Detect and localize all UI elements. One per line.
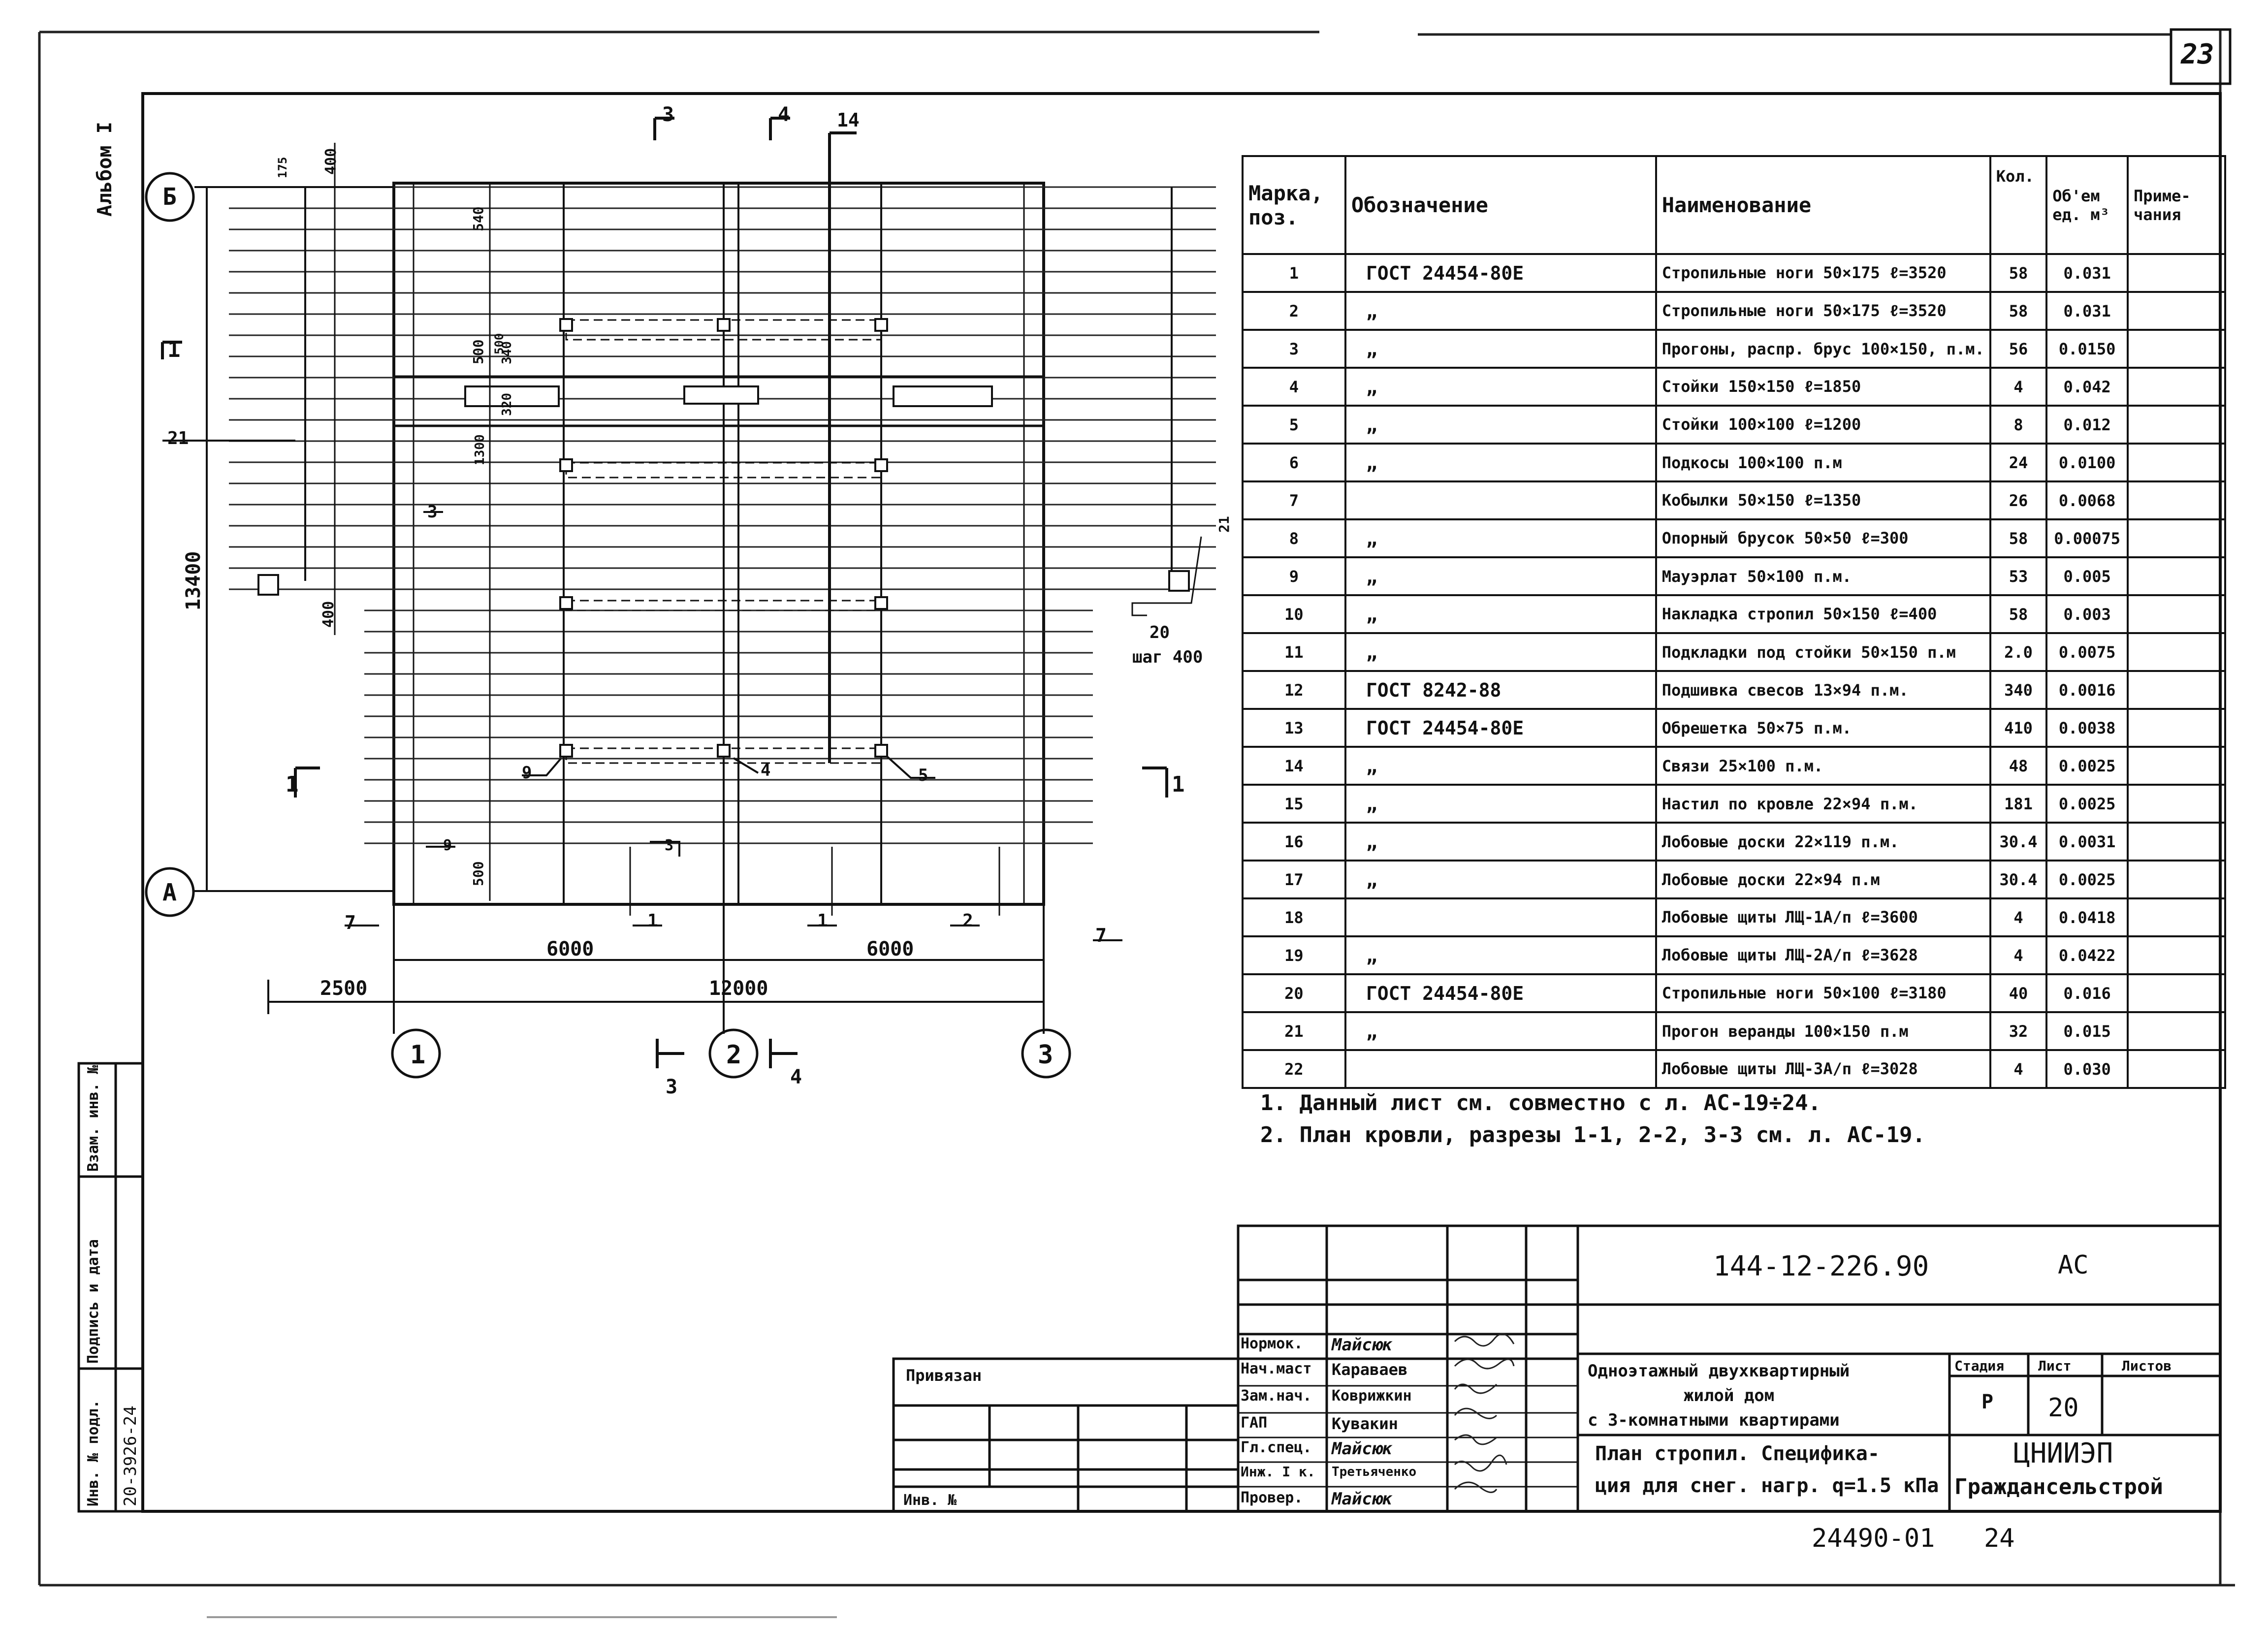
cell-mark: 10 — [1243, 595, 1345, 633]
cell-designation: „ — [1345, 330, 1656, 368]
cell-designation: „ — [1345, 785, 1656, 823]
sheet-title-1: План стропил. Специфика- — [1595, 1442, 1880, 1465]
name-5: Третьяченко — [1332, 1465, 1417, 1479]
cell-designation: „ — [1345, 747, 1656, 785]
cell-designation: „ — [1345, 519, 1656, 557]
cell-mark: 12 — [1243, 671, 1345, 709]
axis-3-label: 3 — [1038, 1040, 1054, 1070]
cell-mark: 8 — [1243, 519, 1345, 557]
cell-mark: 5 — [1243, 406, 1345, 444]
cell-designation: „ — [1345, 557, 1656, 595]
cell-qty: 58 — [1990, 595, 2047, 633]
cell-mark: 16 — [1243, 823, 1345, 861]
mark-step-400: шаг 400 — [1132, 647, 1203, 667]
cell-qty: 4 — [1990, 368, 2047, 406]
section-1-left: 1 — [286, 772, 299, 797]
name-1: Караваев — [1332, 1360, 1408, 1379]
cell-mark: 7 — [1243, 481, 1345, 519]
header-mark: Марка, поз. — [1243, 156, 1345, 254]
cell-name: Подшивка свесов 13×94 п.м. — [1656, 671, 1990, 709]
cell-volume: 0.0150 — [2046, 330, 2128, 368]
cell-volume: 0.0025 — [2046, 785, 2128, 823]
header-notes: Приме- чания — [2128, 156, 2225, 254]
cell-qty: 58 — [1990, 292, 2047, 330]
cell-qty: 56 — [1990, 330, 2047, 368]
cell-qty: 410 — [1990, 709, 2047, 747]
cell-name: Настил по кровле 22×94 п.м. — [1656, 785, 1990, 823]
name-2: Коврижкин — [1332, 1387, 1412, 1405]
cell-volume: 0.0068 — [2046, 481, 2128, 519]
cell-designation: „ — [1345, 595, 1656, 633]
cell-volume: 0.031 — [2046, 292, 2128, 330]
stamp-vzam-label: Взам. инв. № — [85, 1065, 102, 1172]
cell-volume: 0.0422 — [2046, 936, 2128, 974]
mark-9b: 9 — [443, 837, 452, 854]
role-1: Нач.маст — [1241, 1360, 1312, 1377]
cell-qty: 40 — [1990, 974, 2047, 1012]
cell-name: Стропильные ноги 50×175 ℓ=3520 — [1656, 292, 1990, 330]
cell-qty: 58 — [1990, 519, 2047, 557]
cell-mark: 22 — [1243, 1050, 1345, 1088]
dim-6000-left: 6000 — [546, 938, 594, 960]
cell-name: Подкладки под стойки 50×150 п.м — [1656, 633, 1990, 671]
sheet-number: 23 — [2181, 38, 2214, 70]
cell-name: Стропильные ноги 50×100 ℓ=3180 — [1656, 974, 1990, 1012]
cell-designation: ГОСТ 24454-80Е — [1345, 709, 1656, 747]
cell-mark: 15 — [1243, 785, 1345, 823]
mark-4: 4 — [761, 761, 771, 780]
cell-qty: 58 — [1990, 254, 2047, 292]
cell-name: Прогоны, распр. брус 100×150, п.м. — [1656, 330, 1990, 368]
project-title-2: жилой дом — [1684, 1386, 1775, 1405]
doc-type: АС — [2058, 1250, 2089, 1280]
role-5: Инж. I к. — [1241, 1464, 1315, 1480]
dim-1300: 1300 — [473, 434, 487, 465]
mark-9: 9 — [522, 763, 532, 783]
cell-qty: 4 — [1990, 1050, 2047, 1088]
cell-mark: 2 — [1243, 292, 1345, 330]
doc-code: 144-12-226.90 — [1713, 1250, 1929, 1282]
mark-7-right: 7 — [1095, 925, 1107, 946]
cell-name: Мауэрлат 50×100 п.м. — [1656, 557, 1990, 595]
dim-175: 175 — [276, 157, 289, 178]
cell-volume: 0.0100 — [2046, 444, 2128, 481]
cell-qty: 2.0 — [1990, 633, 2047, 671]
cell-name: Лобовые доски 22×119 п.м. — [1656, 823, 1990, 861]
cell-volume: 0.0025 — [2046, 861, 2128, 898]
header-designation: Обозначение — [1345, 156, 1656, 254]
cell-qty: 8 — [1990, 406, 2047, 444]
cell-volume: 0.003 — [2046, 595, 2128, 633]
mark-2: 2 — [962, 911, 973, 931]
cell-name: Подкосы 100×100 п.м — [1656, 444, 1990, 481]
cell-mark: 20 — [1243, 974, 1345, 1012]
cell-volume: 0.00075 — [2046, 519, 2128, 557]
cell-name: Лобовые щиты ЛЩ-3А/п ℓ=3028 — [1656, 1050, 1990, 1088]
cell-qty: 181 — [1990, 785, 2047, 823]
cell-mark: 6 — [1243, 444, 1345, 481]
cell-name: Связи 25×100 п.м. — [1656, 747, 1990, 785]
cell-name: Опорный брусок 50×50 ℓ=300 — [1656, 519, 1990, 557]
mark-21-right: 21 — [1216, 516, 1232, 533]
cell-volume: 0.031 — [2046, 254, 2128, 292]
cell-designation: ГОСТ 24454-80Е — [1345, 254, 1656, 292]
section-2-left: 1 — [167, 337, 181, 362]
section-3-top: 3 — [662, 103, 674, 126]
sheet-title-2: ция для снег. нагр. q=1.5 кПа — [1595, 1474, 1939, 1497]
cell-mark: 14 — [1243, 747, 1345, 785]
mark-21-left: 21 — [167, 428, 189, 448]
mark-5: 5 — [918, 766, 928, 785]
cell-volume: 0.030 — [2046, 1050, 2128, 1088]
name-6: Майсюк — [1332, 1489, 1392, 1509]
cell-qty: 26 — [1990, 481, 2047, 519]
cell-volume: 0.005 — [2046, 557, 2128, 595]
inv-no-label: Инв. № — [903, 1492, 957, 1509]
sheet-value: 20 — [2048, 1393, 2079, 1423]
sheets-label: Листов — [2122, 1358, 2172, 1374]
dim-500-c: 500 — [492, 333, 506, 354]
cell-mark: 19 — [1243, 936, 1345, 974]
mark-3b: 3 — [665, 837, 674, 854]
org-name-2: Граждансельстрой — [1954, 1474, 2163, 1500]
axis-a-label: А — [162, 879, 177, 906]
cell-name: Накладка стропил 50×150 ℓ=400 — [1656, 595, 1990, 633]
name-4: Майсюк — [1332, 1439, 1392, 1459]
cell-volume: 0.0038 — [2046, 709, 2128, 747]
cell-designation: „ — [1345, 368, 1656, 406]
sheet-label: Лист — [2038, 1358, 2072, 1374]
footer-code: 24490-01 — [1812, 1524, 1935, 1553]
cell-designation: „ — [1345, 406, 1656, 444]
section-4-bottom: 4 — [790, 1066, 802, 1088]
cell-volume: 0.0016 — [2046, 671, 2128, 709]
footer-page: 24 — [1984, 1524, 2015, 1553]
stage-value: Р — [1981, 1391, 1994, 1413]
cell-name: Лобовые доски 22×94 п.м — [1656, 861, 1990, 898]
cell-mark: 18 — [1243, 898, 1345, 936]
role-2: Зам.нач. — [1241, 1387, 1312, 1405]
dim-500-a: 500 — [470, 339, 486, 364]
mark-20: 20 — [1150, 623, 1170, 642]
dim-540: 540 — [470, 206, 486, 231]
stamp-inv-value: 20-3926-24 — [121, 1405, 140, 1506]
cell-mark: 3 — [1243, 330, 1345, 368]
cell-qty: 53 — [1990, 557, 2047, 595]
cell-volume: 0.012 — [2046, 406, 2128, 444]
cell-volume: 0.042 — [2046, 368, 2128, 406]
note-2: 2. План кровли, разрезы 1-1, 2-2, 3-3 см. л. АС-19. — [1260, 1122, 1926, 1148]
stage-label: Стадия — [1954, 1358, 2005, 1374]
role-4: Гл.спец. — [1241, 1439, 1312, 1456]
section-14: 14 — [837, 109, 860, 131]
project-title-3: с 3-комнатными квартирами — [1588, 1410, 1840, 1430]
dim-320: 320 — [500, 393, 514, 416]
cell-designation: „ — [1345, 936, 1656, 974]
section-4-top: 4 — [778, 103, 790, 126]
cell-mark: 13 — [1243, 709, 1345, 747]
cell-name: Кобылки 50×150 ℓ=1350 — [1656, 481, 1990, 519]
stamp-sign-label: Подпись и дата — [85, 1239, 102, 1364]
cell-designation: „ — [1345, 633, 1656, 671]
cell-volume: 0.0418 — [2046, 898, 2128, 936]
cell-mark: 4 — [1243, 368, 1345, 406]
cell-name: Стойки 100×100 ℓ=1200 — [1656, 406, 1990, 444]
cell-qty: 24 — [1990, 444, 2047, 481]
dim-400-top: 400 — [322, 148, 340, 175]
cell-qty: 32 — [1990, 1012, 2047, 1050]
axis-b-label: Б — [162, 183, 177, 211]
cell-name: Стойки 150×150 ℓ=1850 — [1656, 368, 1990, 406]
cell-mark: 17 — [1243, 861, 1345, 898]
cell-designation: „ — [1345, 861, 1656, 898]
dim-2500: 2500 — [320, 977, 368, 1000]
cell-mark: 9 — [1243, 557, 1345, 595]
axis-2-label: 2 — [726, 1040, 742, 1070]
cell-mark: 11 — [1243, 633, 1345, 671]
cell-volume: 0.0025 — [2046, 747, 2128, 785]
dim-340: 340 — [500, 341, 514, 364]
dim-13400: 13400 — [182, 551, 205, 610]
cell-qty: 48 — [1990, 747, 2047, 785]
stamp-inv-label: Инв. № подл. — [85, 1400, 102, 1506]
project-title-1: Одноэтажный двухквартирный — [1588, 1361, 1850, 1381]
note-1: 1. Данный лист см. совместно с л. АС-19÷24. — [1260, 1090, 1821, 1116]
cell-volume: 0.0075 — [2046, 633, 2128, 671]
cell-designation: „ — [1345, 823, 1656, 861]
dim-12000: 12000 — [709, 977, 768, 1000]
cell-mark: 1 — [1243, 254, 1345, 292]
cell-designation: ГОСТ 24454-80Е — [1345, 974, 1656, 1012]
cell-qty: 4 — [1990, 898, 2047, 936]
name-0: Майсюк — [1332, 1335, 1392, 1355]
dim-500-b: 500 — [470, 861, 486, 886]
album-label: Альбом I — [94, 122, 116, 217]
role-3: ГАП — [1241, 1414, 1268, 1432]
cell-volume: 0.015 — [2046, 1012, 2128, 1050]
bound-label: Привязан — [906, 1366, 982, 1385]
header-name: Наименование — [1656, 156, 1990, 254]
cell-designation: ГОСТ 8242-88 — [1345, 671, 1656, 709]
dim-400-mid: 400 — [320, 601, 337, 628]
cell-name: Обрешетка 50×75 п.м. — [1656, 709, 1990, 747]
cell-qty: 340 — [1990, 671, 2047, 709]
section-3-bottom: 3 — [666, 1076, 678, 1098]
cell-designation: „ — [1345, 1012, 1656, 1050]
cell-qty: 4 — [1990, 936, 2047, 974]
role-0: Нормок. — [1241, 1335, 1303, 1352]
name-3: Кувакин — [1332, 1414, 1398, 1433]
cell-name: Лобовые щиты ЛЩ-1А/п ℓ=3600 — [1656, 898, 1990, 936]
cell-volume: 0.016 — [2046, 974, 2128, 1012]
cell-designation: „ — [1345, 292, 1656, 330]
cell-qty: 30.4 — [1990, 861, 2047, 898]
header-volume: Об'ем ед. м³ — [2046, 156, 2128, 254]
cell-designation: „ — [1345, 444, 1656, 481]
cell-volume: 0.0031 — [2046, 823, 2128, 861]
cell-name: Стропильные ноги 50×175 ℓ=3520 — [1656, 254, 1990, 292]
section-1-right: 1 — [1172, 772, 1185, 797]
cell-mark: 21 — [1243, 1012, 1345, 1050]
mark-1: 1 — [647, 911, 658, 931]
mark-1b: 1 — [817, 911, 828, 931]
mark-7-left: 7 — [345, 912, 356, 933]
dim-6000-right: 6000 — [866, 938, 914, 960]
org-name-1: ЦНИИЭП — [2013, 1437, 2113, 1469]
axis-1-label: 1 — [410, 1040, 426, 1070]
cell-qty: 30.4 — [1990, 823, 2047, 861]
mark-3: 3 — [427, 502, 438, 522]
header-qty: Кол. — [1990, 156, 2047, 254]
role-6: Провер. — [1241, 1489, 1303, 1506]
cell-name: Лобовые щиты ЛЩ-2А/п ℓ=3628 — [1656, 936, 1990, 974]
cell-name: Прогон веранды 100×150 п.м — [1656, 1012, 1990, 1050]
